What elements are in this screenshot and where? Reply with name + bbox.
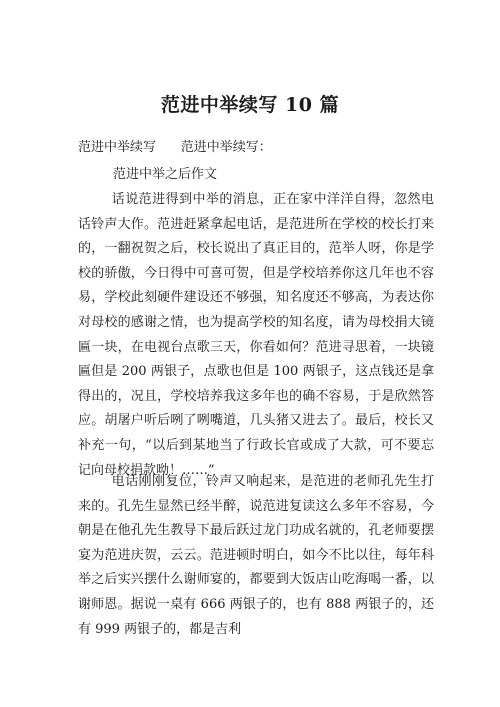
document-title: 范进中举续写 10 篇	[160, 94, 340, 116]
paragraph-1: 话说范进得到中举的消息，正在家中洋洋自得，忽然电话铃声大作。范进赶紧拿起电话，是范进所在学校的校长打来的，一翻祝贺之后，校长说出了真正目的，范举人呀，你是学校的骄傲，今日得中可喜可贺，但是学校培养你这几年也不容易，学校此刻硬件建设还不够强，知名度还不够高，为表达你对母校的感谢之情，也为提高学校的知名度，请为母校捐大镜匾一块，在电视台点歌三天，你看如何？范进寻思着，一块镜匾但是 200 两银子，点歌也但是 100 两银子，这点钱还是拿得出的，况且，学校培养我这多年也的确不容易，于是欣然答应。胡屠户听后咧了咧嘴道，几头猪又进去了。最后，校长又补充一句，“以后到某地当了行政长官或成了大款，可不要忘记向母校捐款呦！……”	[78, 192, 434, 478]
section-title: 范进中举之后作文	[113, 167, 218, 182]
document-subhead: 范进中举续写 范进中举续写：	[78, 140, 272, 155]
paragraph-2: 电话刚刚复位，铃声又响起来，是范进的老师孔先生打来的。孔先生显然已经半醉，说范进复读这么多年不容易，今朝是在他孔先生教导下最后跃过龙门功成名就的，孔老师要摆宴为范进庆贺，云云。范进顿时明白，如今不比以往，每年科举之后实兴摆什么谢师宴的，都要到大饭店山吃海喝一番，以谢师恩。据说一桌有 666 两银子的，也有 888 两银子的，还有 999 两银子的，都是吉利	[78, 474, 434, 637]
